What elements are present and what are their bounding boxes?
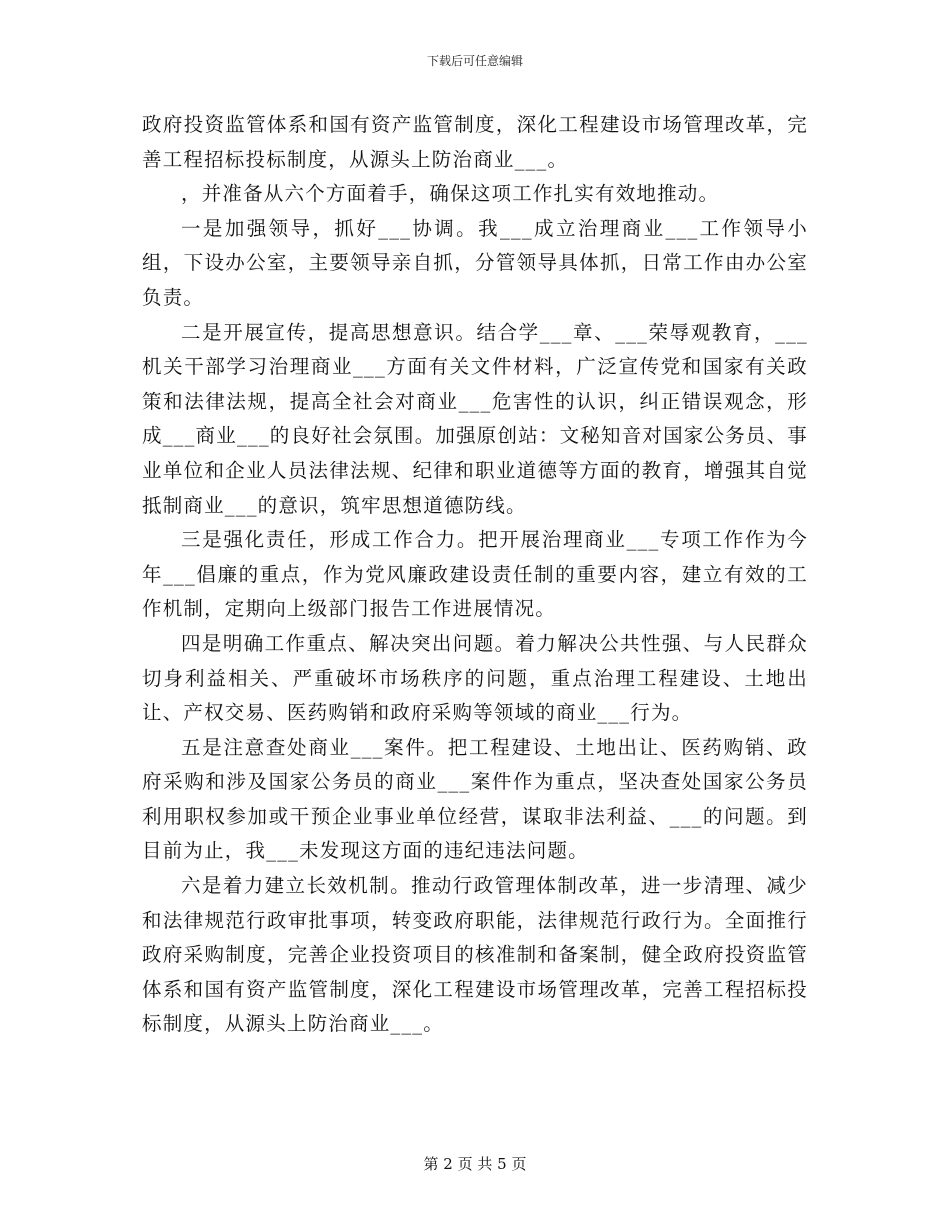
paragraph-item-6: 六是着力建立长效机制。推动行政管理体制改革，进一步清理、减少和法律规范行政审批事项，转变政府职能，法律规范行政行为。全面推行政府采购制度，完善企业投资项目的核准制和备案制，健全政府投资监管体系和国有资产监管制度，深化工程建设市场管理改革，完善工程招标投标制度，从源头上防治商业___。: [142, 874, 808, 1036]
paragraph-item-4: 四是明确工作重点、解决突出问题。着力解决公共性强、与人民群众切身利益相关、严重破坏市场秩序的问题，重点治理工程建设、土地出让、产权交易、医药购销和政府采购等领域的商业___行为。: [142, 631, 808, 725]
document-body: [142, 108, 808, 1042]
paragraph-intro: ，并准备从六个方面着手，确保这项工作扎实有效地推动。: [181, 182, 720, 206]
paragraph-item-3: 三是强化责任，形成工作合力。把开展治理商业___专项工作作为今年___倡廉的重点，作为党风廉政建设责任制的重要内容，建立有效的工作机制，定期向上级部门报告工作进展情况。: [142, 528, 808, 621]
paragraph-item-1: 一是加强领导，抓好___协调。我___成立治理商业___工作领导小组，下设办公室，主要领导亲自抓，分管领导具体抓，日常工作由办公室负责。: [142, 216, 808, 309]
paragraph-item-2: 二是开展宣传，提高思想意识。结合学___章、___荣辱观教育，___机关干部学习治理商业___方面有关文件材料，广泛宣传党和国家有关政策和法律法规，提高全社会对商业___危害性的认识，纠正错误观念，形成___商业___的良好社会氛围。加强原创站：文秘知音对国家公务员、事业单位和企业人员法律法规、纪律和职业道德等方面的教育，增强其自觉抵制商业___的意识，筑牢思想道德防线。: [142, 320, 809, 517]
page-number-footer: 第 2 页 共 5 页: [423, 1155, 527, 1173]
page-header: 下载后可任意编辑: [426, 54, 523, 68]
paragraph-continuation: 政府投资监管体系和国有资产监管制度，深化工程建设市场管理改革，完善工程招标投标制度，从源头上防治商业___。: [142, 113, 808, 171]
paragraph-item-5: 五是注意查处商业___案件。把工程建设、土地出让、医药购销、政府采购和涉及国家公务员的商业___案件作为重点，坚决查处国家公务员利用职权参加或干预企业事业单位经营，谋取非法利益、___的问题。到目前为止，我___未发现这方面的违纪违法问题。: [142, 735, 808, 863]
